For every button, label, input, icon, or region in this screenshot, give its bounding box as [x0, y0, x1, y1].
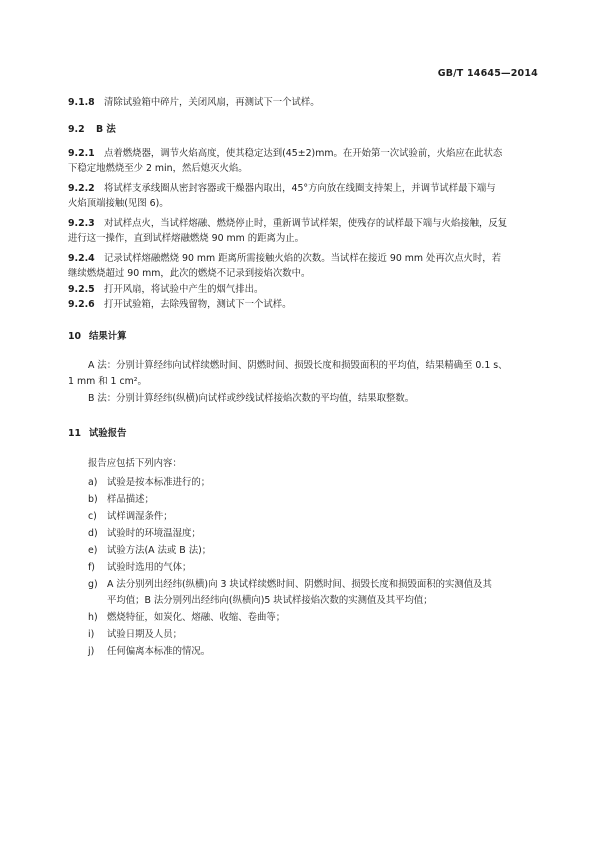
report-item-g-cont: 平均值；B 法分别列出经纬向(纵横向)5 块试样接焰次数的实测值及其平均值；	[107, 595, 433, 606]
item-marker: i)	[88, 629, 95, 640]
item-text: A 法分别列出经纬(纵横)向 3 块试样续燃时间、阴燃时间、损毁长度和损毁面积的实测值及其	[107, 579, 492, 590]
item-text: 试验日期及人员；	[107, 629, 183, 640]
item-marker: d)	[88, 528, 98, 539]
clause-number: 9.2.6	[68, 299, 95, 310]
section-title: 试验报告	[89, 428, 127, 439]
clause-text: 打开风扇，将试验中产生的烟气排出。	[104, 284, 264, 295]
clause-9-2-4-cont: 继续燃烧超过 90 mm，此次的燃烧不记录到接焰次数中。	[68, 268, 311, 279]
report-item	[88, 528, 201, 540]
clause-9-2-6	[68, 299, 292, 311]
section-title: 结果计算	[89, 331, 127, 342]
item-marker: e)	[88, 545, 98, 556]
item-marker: a)	[88, 477, 98, 488]
result-method-a-cont: 1 mm 和 1 cm²。	[68, 376, 147, 387]
clause-number: 9.2.5	[68, 284, 95, 295]
item-marker: j)	[88, 646, 95, 657]
item-text: 试验方法(A 法或 B 法)；	[107, 545, 212, 556]
item-text: 试样调湿条件；	[107, 511, 173, 522]
item-text: 样品描述；	[107, 494, 154, 505]
clause-number: 9.1.8	[68, 97, 95, 108]
clause-text: 清除试验箱中碎片，关闭风扇，再测试下一个试样。	[104, 97, 320, 108]
clause-9-1-8	[68, 97, 320, 109]
report-item	[88, 579, 492, 591]
report-item	[88, 494, 154, 506]
section-10-heading	[68, 331, 127, 343]
item-text: 燃烧特征，如炭化、熔融、收缩、卷曲等；	[107, 612, 286, 623]
item-text: 试验时选用的气体；	[107, 562, 192, 573]
clause-9-2-3	[68, 218, 507, 230]
clause-9-2-5	[68, 284, 263, 296]
standard-code: GB/T 14645—2014	[437, 68, 538, 79]
report-intro: 报告应包括下列内容：	[88, 458, 182, 469]
report-item	[88, 612, 285, 624]
section-number: 10	[68, 331, 82, 342]
item-text: 试验是按本标准进行的；	[107, 477, 211, 488]
item-text: 任何偏离本标准的情况。	[107, 646, 211, 657]
clause-9-2-1	[68, 148, 502, 160]
clause-number: 9.2.3	[68, 218, 95, 229]
clause-9-2-1-cont: 下稳定地燃烧至少 2 min，然后熄灭火焰。	[68, 163, 248, 174]
clause-number: 9.2.1	[68, 148, 95, 159]
item-text: 试验时的环境温湿度；	[107, 528, 201, 539]
clause-text: 打开试验箱，去除残留物，测试下一个试样。	[104, 299, 292, 310]
item-marker: c)	[88, 511, 97, 522]
report-item	[88, 646, 210, 658]
report-item	[88, 477, 210, 489]
clause-number: 9.2	[68, 124, 85, 135]
clause-text: 点着燃烧器，调节火焰高度，使其稳定达到(45±2)mm。在开始第一次试验前，火焰应在此状态	[104, 148, 503, 159]
clause-9-2-2	[68, 183, 496, 195]
clause-number: 9.2.4	[68, 253, 95, 264]
report-item	[88, 629, 182, 641]
result-method-a: A 法：分别计算经纬向试样续燃时间、阴燃时间、损毁长度和损毁面积的平均值，结果精确至 0.1 s、	[88, 360, 508, 371]
clause-9-2-3-cont: 进行这一操作，直到试样熔融燃烧 90 mm 的距离为止。	[68, 233, 305, 244]
result-method-b: B 法：分别计算经纬(纵横)向试样或纱线试样接焰次数的平均值，结果取整数。	[88, 393, 415, 404]
clause-9-2-2-cont: 火焰顶端接触(见图 6)。	[68, 198, 169, 209]
clause-text: 将试样支承线圈从密封容器或干燥器内取出，45°方向放在线圈支持架上，并调节试样最下端与	[104, 183, 496, 194]
clause-text: 对试样点火，当试样熔融、燃烧停止时，重新调节试样架，使残存的试样最下端与火焰接触，反复	[104, 218, 508, 229]
clause-number: 9.2.2	[68, 183, 95, 194]
item-marker: g)	[88, 579, 98, 590]
clause-title: B 法	[96, 124, 116, 135]
section-number: 11	[68, 428, 82, 439]
report-item	[88, 562, 191, 574]
report-item	[88, 511, 173, 523]
section-11-heading	[68, 428, 127, 440]
clause-9-2	[68, 124, 116, 136]
item-marker: f)	[88, 562, 95, 573]
clause-text: 记录试样熔融燃烧 90 mm 距离所需接触火焰的次数。当试样在接近 90 mm 处再次点火时，若	[104, 253, 502, 264]
item-marker: h)	[88, 612, 98, 623]
item-marker: b)	[88, 494, 98, 505]
report-item	[88, 545, 211, 557]
clause-9-2-4	[68, 253, 501, 265]
